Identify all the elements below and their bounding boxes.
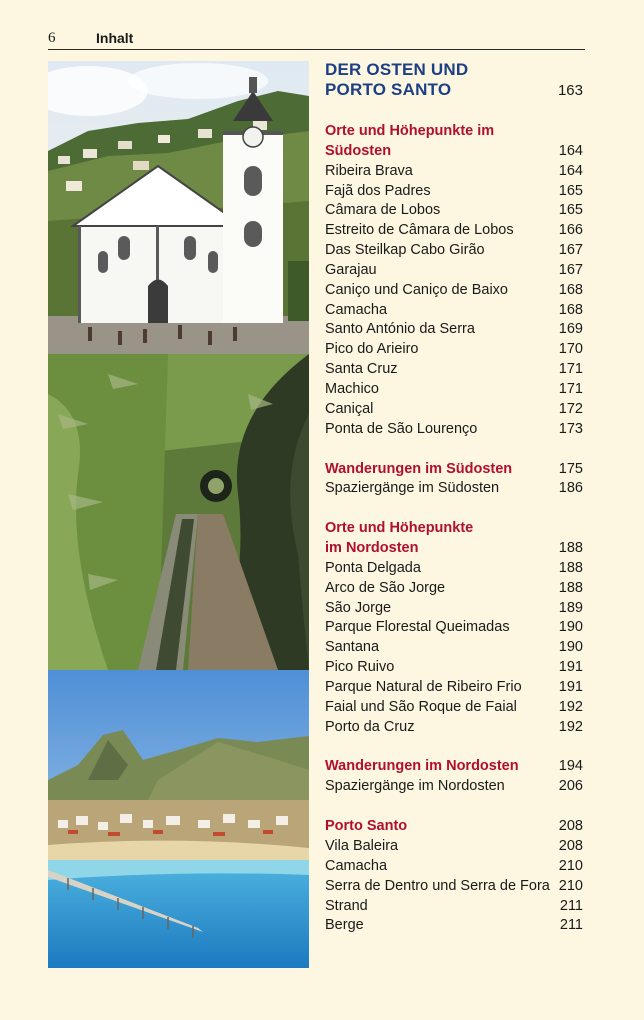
toc-heading-row[interactable]: [325, 519, 583, 539]
page-number: 6: [48, 30, 56, 46]
toc-entry-label: Porto Santo: [325, 818, 408, 835]
toc-entry-label: Wanderungen im Südosten: [325, 460, 513, 477]
toc-entry-page: 210: [558, 877, 583, 894]
toc-entry-label: Estreito de Câmara de Lobos: [325, 222, 514, 239]
toc-entry-label: Machico: [325, 380, 379, 397]
toc-entry-row[interactable]: [325, 897, 583, 917]
toc-entry-row[interactable]: [325, 877, 583, 897]
toc-group: [325, 817, 583, 936]
toc-entry-label: Pico Ruivo: [325, 659, 395, 676]
page-header: [48, 30, 585, 50]
toc-heading-row[interactable]: [325, 757, 583, 777]
chapter-title-line1: DER OSTEN UND: [325, 60, 469, 79]
toc-heading-row[interactable]: [325, 817, 583, 837]
toc-entry-page: 188: [558, 559, 583, 576]
toc-entry-label: Caniço und Caniço de Baixo: [325, 281, 508, 298]
toc-group: [325, 460, 583, 500]
toc-heading-row[interactable]: [325, 460, 583, 480]
toc-entry-row[interactable]: [325, 380, 583, 400]
toc-entry-row[interactable]: [325, 837, 583, 857]
toc-entry-page: 206: [558, 778, 583, 795]
toc-entry-row[interactable]: [325, 221, 583, 241]
levada-photo: [48, 354, 309, 670]
toc-entry-page: 192: [558, 718, 583, 735]
toc-entry-label: Faial und São Roque de Faial: [325, 698, 517, 715]
toc-entry-row[interactable]: [325, 638, 583, 658]
toc-entry-label: Vila Baleira: [325, 838, 399, 854]
toc-entry-label: Ponta Delgada: [325, 559, 421, 576]
toc-heading-row[interactable]: [325, 122, 583, 142]
toc-entry-label: Orte und Höhepunkte im: [325, 123, 495, 139]
toc-entry-label: Camacha: [325, 857, 388, 874]
toc-entry-label: Câmara de Lobos: [325, 202, 441, 219]
toc-entry-page: 166: [558, 222, 583, 239]
toc-entry-label: Santo António da Serra: [325, 321, 475, 338]
toc-entry-row[interactable]: [325, 777, 583, 797]
toc-entry-label: Garajau: [325, 261, 377, 278]
toc-entry-row[interactable]: [325, 261, 583, 281]
toc-entry-page: 190: [558, 619, 583, 636]
toc-entry-row[interactable]: [325, 301, 583, 321]
toc-entry-row[interactable]: [325, 658, 583, 678]
toc-entry-page: 164: [558, 162, 583, 179]
toc-entry-row[interactable]: [325, 162, 583, 182]
toc-entry-label: Das Steilkap Cabo Girão: [325, 242, 485, 259]
toc-entry-label: São Jorge: [325, 599, 392, 616]
toc-entry-page: 169: [558, 321, 583, 338]
toc-entry-row[interactable]: [325, 241, 583, 261]
chapter-heading: [325, 60, 583, 100]
toc-group: [325, 757, 583, 797]
toc-entry-row[interactable]: [325, 320, 583, 340]
toc-entry-row[interactable]: [325, 618, 583, 638]
toc-entry-row[interactable]: [325, 420, 583, 440]
toc-entry-page: 191: [558, 659, 583, 676]
toc-entry-page: 188: [558, 579, 583, 596]
toc-entry-label: Camacha: [325, 301, 388, 318]
toc-entry-label: Spaziergänge im Nordosten: [325, 778, 505, 795]
toc-heading-row[interactable]: [325, 539, 583, 559]
toc-entry-page: 164: [558, 142, 583, 159]
toc-entry-page: 165: [558, 202, 583, 219]
toc-entry-label: Spaziergänge im Südosten: [325, 480, 500, 497]
toc-entry-label: Fajã dos Padres: [325, 182, 431, 199]
toc-entry-page: 188: [558, 540, 583, 557]
toc-entry-label: Caniçal: [325, 400, 374, 417]
toc-entry-page: 173: [558, 420, 583, 437]
toc-entry-label: Strand: [325, 897, 368, 914]
section-title: Inhalt: [96, 30, 134, 46]
toc-entry-page: 208: [558, 838, 583, 854]
toc-entry-row[interactable]: [325, 360, 583, 380]
toc-entry-row[interactable]: [325, 857, 583, 877]
toc-heading-row[interactable]: [325, 142, 583, 162]
toc-entry-row[interactable]: [325, 340, 583, 360]
toc-entry-page: 192: [558, 698, 583, 715]
toc-entry-row[interactable]: [325, 579, 583, 599]
church-photo: [48, 61, 309, 354]
toc-entry-label: im Nordosten: [325, 540, 419, 557]
toc-entry-page: 186: [558, 480, 583, 497]
toc-entry-label: Serra de Dentro und Serra de Fora: [325, 877, 550, 894]
toc-entry-label: Berge: [325, 917, 364, 934]
toc-entry-label: Ribeira Brava: [325, 162, 413, 179]
toc-entry-page: 168: [558, 281, 583, 298]
toc-entry-label: Porto da Cruz: [325, 718, 415, 735]
chapter-page: 163: [557, 82, 583, 99]
photo-column: [48, 61, 309, 968]
toc-entry-page: 171: [558, 361, 583, 378]
toc-entry-row[interactable]: [325, 201, 583, 221]
toc-entry-label: Wanderungen im Nordosten: [325, 758, 519, 775]
toc-entry-row[interactable]: [325, 400, 583, 420]
toc-entry-label: Ponta de São Lourenço: [325, 420, 478, 437]
toc-entry-page: 175: [558, 460, 583, 477]
table-of-contents: [325, 60, 583, 956]
toc-entry-page: 190: [558, 639, 583, 656]
chapter-title-line2: PORTO SANTO: [325, 80, 452, 99]
toc-entry-label: Parque Florestal Queimadas: [325, 619, 510, 636]
toc-entry-page: 167: [558, 261, 583, 278]
toc-groups: [325, 122, 583, 936]
toc-entry-label: Orte und Höhepunkte: [325, 520, 474, 537]
toc-entry-row[interactable]: [325, 678, 583, 698]
porto-santo-photo: [48, 670, 309, 968]
toc-entry-page: 170: [558, 341, 583, 358]
toc-entry-row[interactable]: [325, 599, 583, 619]
toc-entry-row[interactable]: [325, 698, 583, 718]
toc-entry-label: Parque Natural de Ribeiro Frio: [325, 678, 522, 695]
toc-entry-page: 194: [558, 758, 583, 775]
toc-entry-page: 167: [558, 242, 583, 259]
toc-entry-label: Südosten: [325, 142, 392, 159]
toc-entry-row[interactable]: [325, 559, 583, 579]
toc-entry-row[interactable]: [325, 479, 583, 499]
toc-group: [325, 519, 583, 737]
toc-entry-page: 211: [559, 897, 583, 914]
toc-entry-page: 189: [558, 599, 583, 616]
toc-entry-page: 172: [558, 400, 583, 417]
toc-entry-row[interactable]: [325, 916, 583, 936]
toc-entry-page: 165: [558, 182, 583, 199]
toc-entry-page: 171: [558, 380, 583, 397]
toc-entry-page: 168: [558, 301, 583, 318]
toc-entry-label: Pico do Arieiro: [325, 341, 419, 358]
toc-entry-row[interactable]: [325, 718, 583, 738]
toc-entry-row[interactable]: [325, 182, 583, 202]
toc-entry-page: 208: [558, 818, 583, 835]
toc-entry-page: 191: [558, 678, 583, 695]
toc-entry-label: Santana: [325, 639, 380, 656]
toc-entry-row[interactable]: [325, 281, 583, 301]
toc-entry-label: Arco de São Jorge: [325, 579, 446, 596]
toc-group: [325, 122, 583, 440]
toc-entry-page: 210: [558, 857, 583, 874]
toc-entry-label: Santa Cruz: [325, 361, 398, 378]
toc-entry-page: 211: [559, 917, 583, 934]
